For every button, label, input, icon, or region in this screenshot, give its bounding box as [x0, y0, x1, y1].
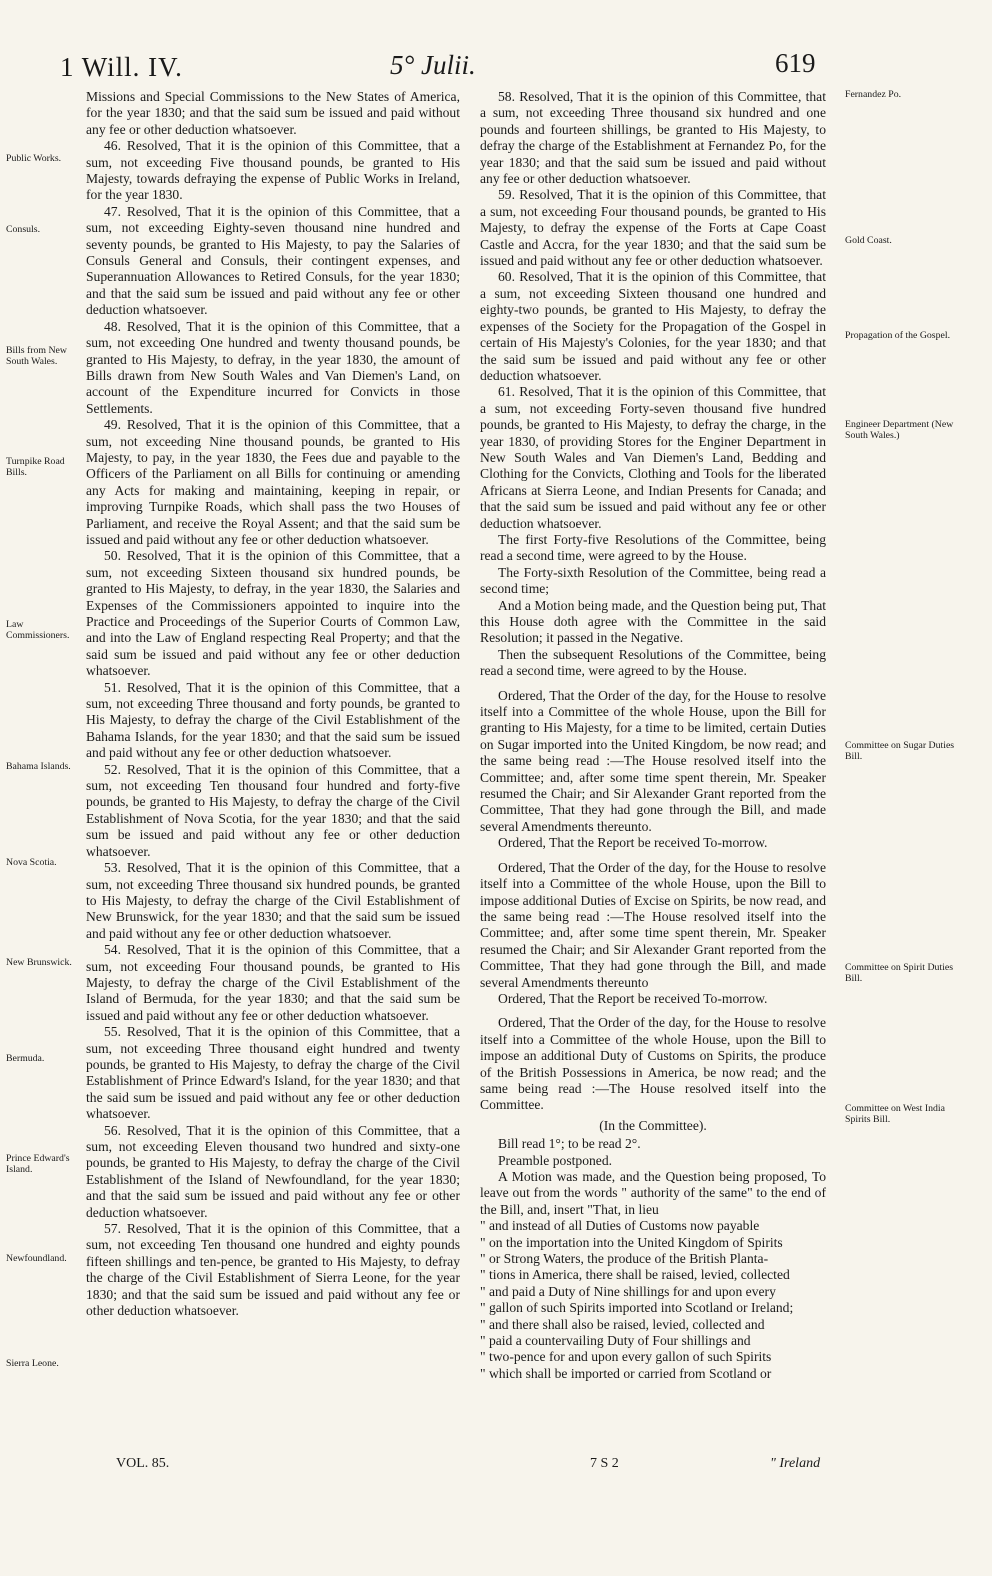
- resolution-50: 50. Resolved, That it is the opinion of this Committee, that a sum, not exceeding Sixteen thousand six hundred pounds, be granted to His Majesty, to defray, in the year 1830, the Salaries and Expenses of the Commissioners appointed to inquire into the Practice and Proceedings of the Superior Courts of Common Law, and into the Law of England respecting Real Property; and that the said sum be issued and paid without any fee or other deduction whatsoever.: [86, 548, 460, 679]
- resolution-53: 53. Resolved, That it is the opinion of this Committee, that a sum, not exceeding Three thousand six hundred pounds, be granted to His Majesty, to defray the charge of the Civil Establishment of New Brunswick, for the year 1830; and that the said sum be issued and paid without any fee or other deduction whatsoever.: [86, 860, 460, 941]
- resolution-46: 46. Resolved, That it is the opinion of this Committee, that a sum, not exceeding Five thousand pounds, be granted to His Majesty, towards defraying the expense of Public Works in Ireland, for the year 1830.: [86, 138, 460, 203]
- forty-sixth-resolution: The Forty-sixth Resolution of the Committee, being read a second time;: [480, 564, 826, 597]
- quote-line: " and there shall also be raised, levied, collected and: [480, 1316, 765, 1332]
- margin-note-public-works: Public Works.: [6, 153, 62, 164]
- report-tomorrow-2: Ordered, That the Report be received To-morrow.: [498, 990, 768, 1006]
- quote-line: " on the importation into the United Kingdom of Spirits: [480, 1234, 783, 1250]
- regnal-year: 1 Will. IV.: [60, 52, 183, 82]
- page-number: 619: [775, 48, 816, 78]
- volume-label: VOL. 85.: [116, 1456, 170, 1471]
- page-header: [0, 0, 992, 80]
- order-west-india-spirits: Ordered, That the Order of the day, for the House to resolve itself into a Committee of the whole House, upon the Bill to impose an additional Duty of Customs on Spirits, the produce of the British Possessions in America, be now read; and the same being read :—The House resolved itself into the Committee.: [480, 1015, 826, 1113]
- resolution-56: 56. Resolved, That it is the opinion of this Committee, that a sum, not exceeding Eleven thousand two hundred and sixty-one pounds, be granted to His Majesty, to defray the charge of the Civil Establishment of the Island of Newfoundland, for the year 1830; and that the said sum be issued and paid without any fee or other deduction whatsoever.: [86, 1122, 460, 1220]
- margin-note-spirit-duties: Committee on Spirit Duties Bill.: [845, 962, 954, 984]
- margin-note-bills-nsw: Bills from New South Wales.: [6, 345, 67, 367]
- preamble-postponed: Preamble postponed.: [498, 1152, 613, 1168]
- margin-note-consuls: Consuls.: [6, 224, 41, 235]
- resolution-57: 57. Resolved, That it is the opinion of this Committee, that a sum, not exceeding Ten thousand one hundred and eighty pounds fifteen shillings and ten-pence, be granted to His Majesty, to defray the charge of the Civil Establishment of Sierra Leone, for the year 1830; and that the said sum be issued and paid without any fee or other deduction whatsoever.: [86, 1221, 460, 1319]
- quote-line: " tions in America, there shall be raised, levied, collected: [480, 1267, 790, 1283]
- in-committee-heading: (In the Committee).: [599, 1117, 707, 1133]
- quote-line: " paid a countervailing Duty of Four shillings and: [480, 1333, 751, 1349]
- resolution-47: 47. Resolved, That it is the opinion of this Committee, that a sum, not exceeding Eighty-seven thousand nine hundred and seventy pounds, be granted to His Majesty, to pay the Salaries of Consuls General and Consuls, their contingent expenses, and Superannuation Allowances to Retired Consuls, for the year 1830; and that the said sum be issued and paid without any fee or other deduction whatsoever.: [86, 203, 460, 318]
- resolution-55: 55. Resolved, That it is the opinion of this Committee, that a sum, not exceeding Three thousand eight hundred and twenty pounds, be granted to His Majesty, to defray the charge of the Civil Establishment of Prince Edward's Island, for the year 1830; and that the said sum be issued and paid without any fee or other deduction whatsoever.: [86, 1024, 460, 1122]
- resolution-60: 60. Resolved, That it is the opinion of this Committee, that a sum, not exceeding Sixteen thousand one hundred and eighty-two pounds, be granted to His Majesty, to defray the expenses of the Society for the Propagation of the Gospel in certain of His Majesty's Colonies, for the year 1830; and that the said sum be issued and paid without any fee or other deduction whatsoever.: [480, 269, 826, 383]
- margin-note-fernandez-po: Fernandez Po.: [845, 89, 902, 100]
- report-tomorrow-1: Ordered, That the Report be received To-morrow.: [498, 835, 768, 851]
- page-date: 5° Julii.: [390, 50, 476, 80]
- margin-note-prince-edward: Prince Edward's Island.: [6, 1153, 70, 1175]
- motion-leave-out: A Motion was made, and the Question being proposed, To leave out from the words " authority of the same" to the end of the Bill, and, insert "That, in lieu: [480, 1169, 826, 1217]
- margin-note-newfoundland: Newfoundland.: [6, 1253, 67, 1264]
- order-spirit-duties: Ordered, That the Order of the day, for the House to resolve itself into a Committee of the whole House, upon the Bill to impose additional Duties of Excise on Spirits, be now read, and the same being read :—The House resolved itself into the Committee; and, after some time spent therein, Mr. Speaker resumed the Chair; and Sir Alexander Grant reported from the Committee, That they had gone through the Bill, and made several Amendments thereunto: [480, 859, 826, 990]
- agreement-first-45: The first Forty-five Resolutions of the Committee, being read a second time, were agreed to by the House.: [480, 531, 826, 564]
- margin-note-bahama: Bahama Islands.: [6, 761, 71, 772]
- resolution-51: 51. Resolved, That it is the opinion of this Committee, that a sum, not exceeding Three thousand and forty pounds, be granted to His Majesty, to defray the charge of the Civil Establishment of the Bahama Islands, for the year 1830; and that the said sum be issued and paid without any fee or other deduction whatsoever.: [86, 679, 460, 761]
- margin-note-nova-scotia: Nova Scotia.: [6, 857, 57, 868]
- quote-line: " and paid a Duty of Nine shillings for and upon every: [480, 1283, 776, 1299]
- quote-line: " which shall be imported or carried from Scotland or: [480, 1365, 772, 1381]
- margin-note-new-brunswick: New Brunswick.: [6, 957, 72, 968]
- right-column: [480, 89, 826, 1382]
- resolution-59: 59. Resolved, That it is the opinion of this Committee, that a sum, not exceeding Four thousand pounds, be granted to His Majesty, to defray the expense of the Forts at Cape Coast Castle and Accra, for the year 1830; and that the said sum be issued and paid without any fee or other deduction whatsoever.: [480, 187, 826, 269]
- left-column: [86, 89, 460, 1319]
- resolution-54: 54. Resolved, That it is the opinion of this Committee, that a sum, not exceeding Four thousand pounds, be granted to His Majesty, to defray the charge of the Civil Establishment of the Island of Bermuda, for the year 1830; and that the said sum be issued and paid without any fee or other deduction whatsoever.: [86, 942, 460, 1023]
- resolution-48: 48. Resolved, That it is the opinion of this Committee, that a sum, not exceeding One hundred and twenty thousand pounds, be granted to His Majesty, to defray, in the year 1830, the amount of Bills drawn from New South Wales and Van Diemen's Land, on account of the Expenditure incurred for Convicts in those Settlements.: [86, 318, 460, 416]
- margin-note-turnpike: Turnpike Road Bills.: [6, 456, 65, 478]
- catchword: " Ireland: [770, 1456, 821, 1471]
- resolution-61: 61. Resolved, That it is the opinion of this Committee, that a sum, not exceeding Forty-seven thousand five hundred pounds, be granted to His Majesty, to defray the charge, in the year 1830, of providing Stores for the Enginer Department in New South Wales and Van Diemen's Land, Bedding and Clothing for the Convicts, Clothing and Tools for the liberated Africans at Sierra Leone, and Indian Presents for Canada; and that the said sum be issued and paid without any fee or other deduction whatsoever.: [480, 384, 826, 531]
- margin-note-law-commissioners: Law Commissioners.: [6, 619, 70, 641]
- bill-read: Bill read 1°; to be read 2°.: [498, 1136, 641, 1152]
- quote-line: " two-pence for and upon every gallon of such Spirits: [480, 1349, 772, 1365]
- quote-line: " gallon of such Spirits imported into Scotland or Ireland;: [480, 1300, 794, 1316]
- margin-note-west-india-spirits: Committee on West India Spirits Bill.: [845, 1103, 945, 1125]
- resolution-45-continuation: Missions and Special Commissions to the New States of America, for the year 1830; and that the said sum be issued and paid without any fee or other deduction whatsoever.: [86, 89, 460, 137]
- quote-line: " or Strong Waters, the produce of the British Planta-: [480, 1251, 769, 1267]
- margin-note-sierra-leone: Sierra Leone.: [6, 1358, 59, 1369]
- resolution-58: 58. Resolved, That it is the opinion of this Committee, that a sum, not exceeding Three thousand six hundred and one pounds and fourteen shillings, be granted to His Majesty, to defray the charge of the Establishment at Fernandez Po, for the year 1830; and that the said sum be issued and paid without any fee or other deduction whatsoever.: [480, 89, 826, 187]
- margin-note-propagation: Propagation of the Gospel.: [845, 330, 951, 341]
- quote-line: " and instead of all Duties of Customs now payable: [480, 1218, 760, 1234]
- subsequent-resolutions: Then the subsequent Resolutions of the Committee, being read a second time, were agreed to by the House.: [480, 646, 826, 679]
- margin-note-bermuda: Bermuda.: [6, 1053, 45, 1064]
- margin-note-gold-coast: Gold Coast.: [845, 235, 892, 246]
- motion-negative: And a Motion being made, and the Question being put, That this House doth agree with the Committee in the said Resolution; it passed in the Negative.: [480, 597, 826, 646]
- margin-note-engineer-dept: Engineer Department (New South Wales.): [845, 419, 954, 441]
- resolution-52: 52. Resolved, That it is the opinion of this Committee, that a sum, not exceeding Ten thousand four hundred and forty-five pounds, be granted to His Majesty, to defray the charge of the Civil Establishment of Nova Scotia, for the year 1830; and that the said sum be issued and paid without any fee or other deduction whatsoever.: [86, 761, 460, 859]
- resolution-49: 49. Resolved, That it is the opinion of this Committee, that a sum, not exceeding Nine thousand pounds, be granted to His Majesty, to pay, in the year 1830, the Fees due and payable to the Officers of the Parliament on all Bills for continuing or amending any Acts for making and maintaining, keeping in repair, or improving Turnpike Roads, which shall pass the two Houses of Parliament, and receive the Royal Assent; and that the said sum be issued and paid without any fee or other deduction whatsoever.: [86, 417, 460, 547]
- margin-note-sugar-duties: Committee on Sugar Duties Bill.: [845, 740, 955, 762]
- signature-mark: 7 S 2: [590, 1456, 619, 1471]
- order-sugar-duties: Ordered, That the Order of the day, for the House to resolve itself into a Committee of the whole House, upon the Bill for granting to His Majesty, for a time to be limited, certain Duties on Sugar imported into the United Kingdom, be now read; and the same being read :—The House resolved itself into the Committee; and, after some time spent therein, Mr. Speaker resumed the Chair; and Sir Alexander Grant reported from the Committee, That they had gone through the Bill, and made several Amendments thereunto.: [480, 687, 826, 834]
